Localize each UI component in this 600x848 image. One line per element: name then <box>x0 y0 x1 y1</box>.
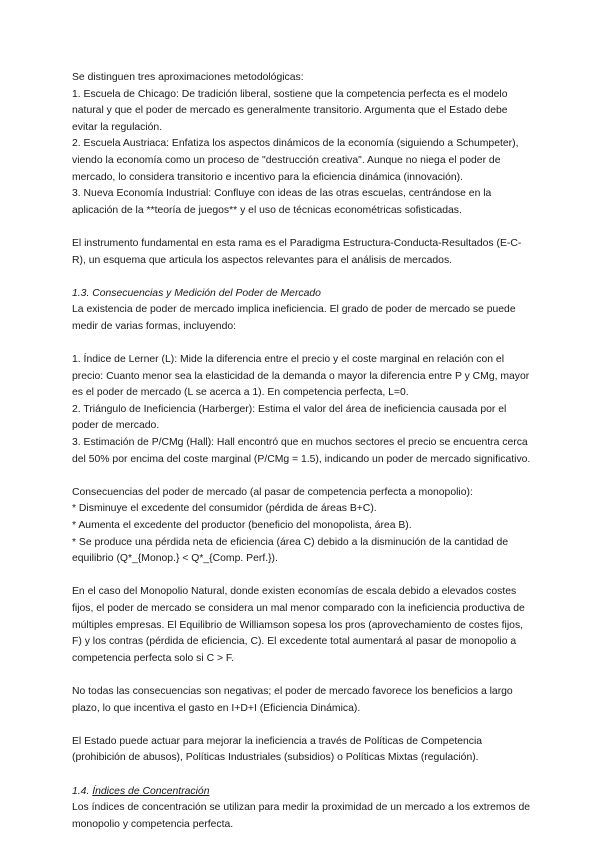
concentration-paragraph: Los índices de concentración se utilizan para medir la proximidad de un mercado a los extremos de monopolio y competencia perfecta. <box>72 802 531 830</box>
spacer <box>72 219 532 236</box>
consequence-item-producer: * Aumenta el excedente del productor (beneficio del monopolista, área B). <box>72 520 412 532</box>
natural-monopoly-paragraph: En el caso del Monopolio Natural, donde existen economías de escala debido a elevados costes fijos, el poder de mercado se considera un mal menor comparado con la ineficiencia productiva de múltiples empresas. El Equilibrio de Williamson sopesa los pros (aprovechamiento de costes fijos, F) y los contras (pérdida de eficiencia, C). El excedente total aumentará al pasar de monopolio a competencia perfecta solo si C > F. <box>72 586 525 664</box>
spacer <box>72 468 532 485</box>
market-power-intro: La existencia de poder de mercado implica ineficiencia. El grado de poder de mercado se puede medir de varias formas, incluyendo: <box>72 304 516 332</box>
spacer <box>72 336 532 353</box>
spacer <box>72 667 532 684</box>
ecr-paragraph: El instrumento fundamental en esta rama es el Paradigma Estructura-Conducta-Resultados (E-C-R), un esquema que articula los aspectos relevantes para el análisis de mercados. <box>72 237 522 266</box>
school-item-new-industrial: 3. Nueva Economía Industrial: Confluye con ideas de las otras escuelas, centrándose en la aplicación de la **teoría de juegos** y el uso de técnicas econométricas sofisticadas. <box>72 188 492 216</box>
spacer <box>72 269 532 286</box>
dynamic-efficiency-paragraph: No todas las consecuencias son negativas; el poder de mercado favorece los beneficios a largo plazo, lo que incentiva el gasto en I+D+I (Eficiencia Dinámica). <box>72 685 513 714</box>
school-item-austrian: 2. Escuela Austriaca: Enfatiza los aspectos dinámicos de la economía (siguiendo a Schumpeter), viendo la economía como un proceso de "destrucción creativa". Aunque no niega el poder de mercado, lo considera transitorio e incentivo para la eficiencia dinámica (innovación). <box>72 138 519 183</box>
measure-item-lerner: 1. Índice de Lerner (L): Mide la diferencia entre el precio y el coste marginal en relación con el precio: Cuanto menor sea la elasticidad de la demanda o mayor la diferencia entre P y CMg, mayor es el poder de mercado (L se acerca a 1). En competencia perfecta, L=0. <box>72 354 530 399</box>
section-heading-1-3: 1.3. Consecuencias y Medición del Poder de Mercado <box>72 287 321 299</box>
spacer <box>72 717 532 734</box>
consequence-item-deadweight: * Se produce una pérdida neta de eficiencia (área C) debido a la disminución de la cantidad de equilibrio (Q*_{Monop.} < Q*_{Comp. Perf.}). <box>72 536 509 565</box>
spacer <box>72 767 532 784</box>
school-item-chicago: 1. Escuela de Chicago: De tradición liberal, sostiene que la competencia perfecta es el modelo natural y que el poder de mercado es generalmente transitorio. Argumenta que el Estado debe evitar la regulación. <box>72 88 508 133</box>
document-page <box>72 70 532 833</box>
consequences-intro: Consecuencias del poder de mercado (al pasar de competencia perfecta a monopolio): <box>72 486 473 498</box>
section-heading-1-4 <box>72 784 532 801</box>
section-number: 1.4. <box>72 785 90 797</box>
section-title: Índices de Concentración <box>92 785 210 797</box>
consequence-item-consumer: * Disminuye el excedente del consumidor (pérdida de áreas B+C). <box>72 503 377 515</box>
spacer <box>72 568 532 585</box>
measure-item-harberger: 2. Triángulo de Ineficiencia (Harberger): Estima el valor del área de ineficiencia causada por el poder de mercado. <box>72 403 507 432</box>
measure-item-hall: 3. Estimación de P/CMg (Hall): Hall encontró que en muchos sectores el precio se encuentra cerca del 50% por encima del coste marginal (P/CMg = 1.5), indicando un poder de mercado significativo. <box>72 437 531 465</box>
state-policies-paragraph: El Estado puede actuar para mejorar la ineficiencia a través de Políticas de Competencia (prohibición de abusos), Políticas Industriales (subsidios) o Políticas Mixtas (regulación). <box>72 735 483 764</box>
methodologies-intro: Se distinguen tres aproximaciones metodológicas: <box>72 72 304 83</box>
